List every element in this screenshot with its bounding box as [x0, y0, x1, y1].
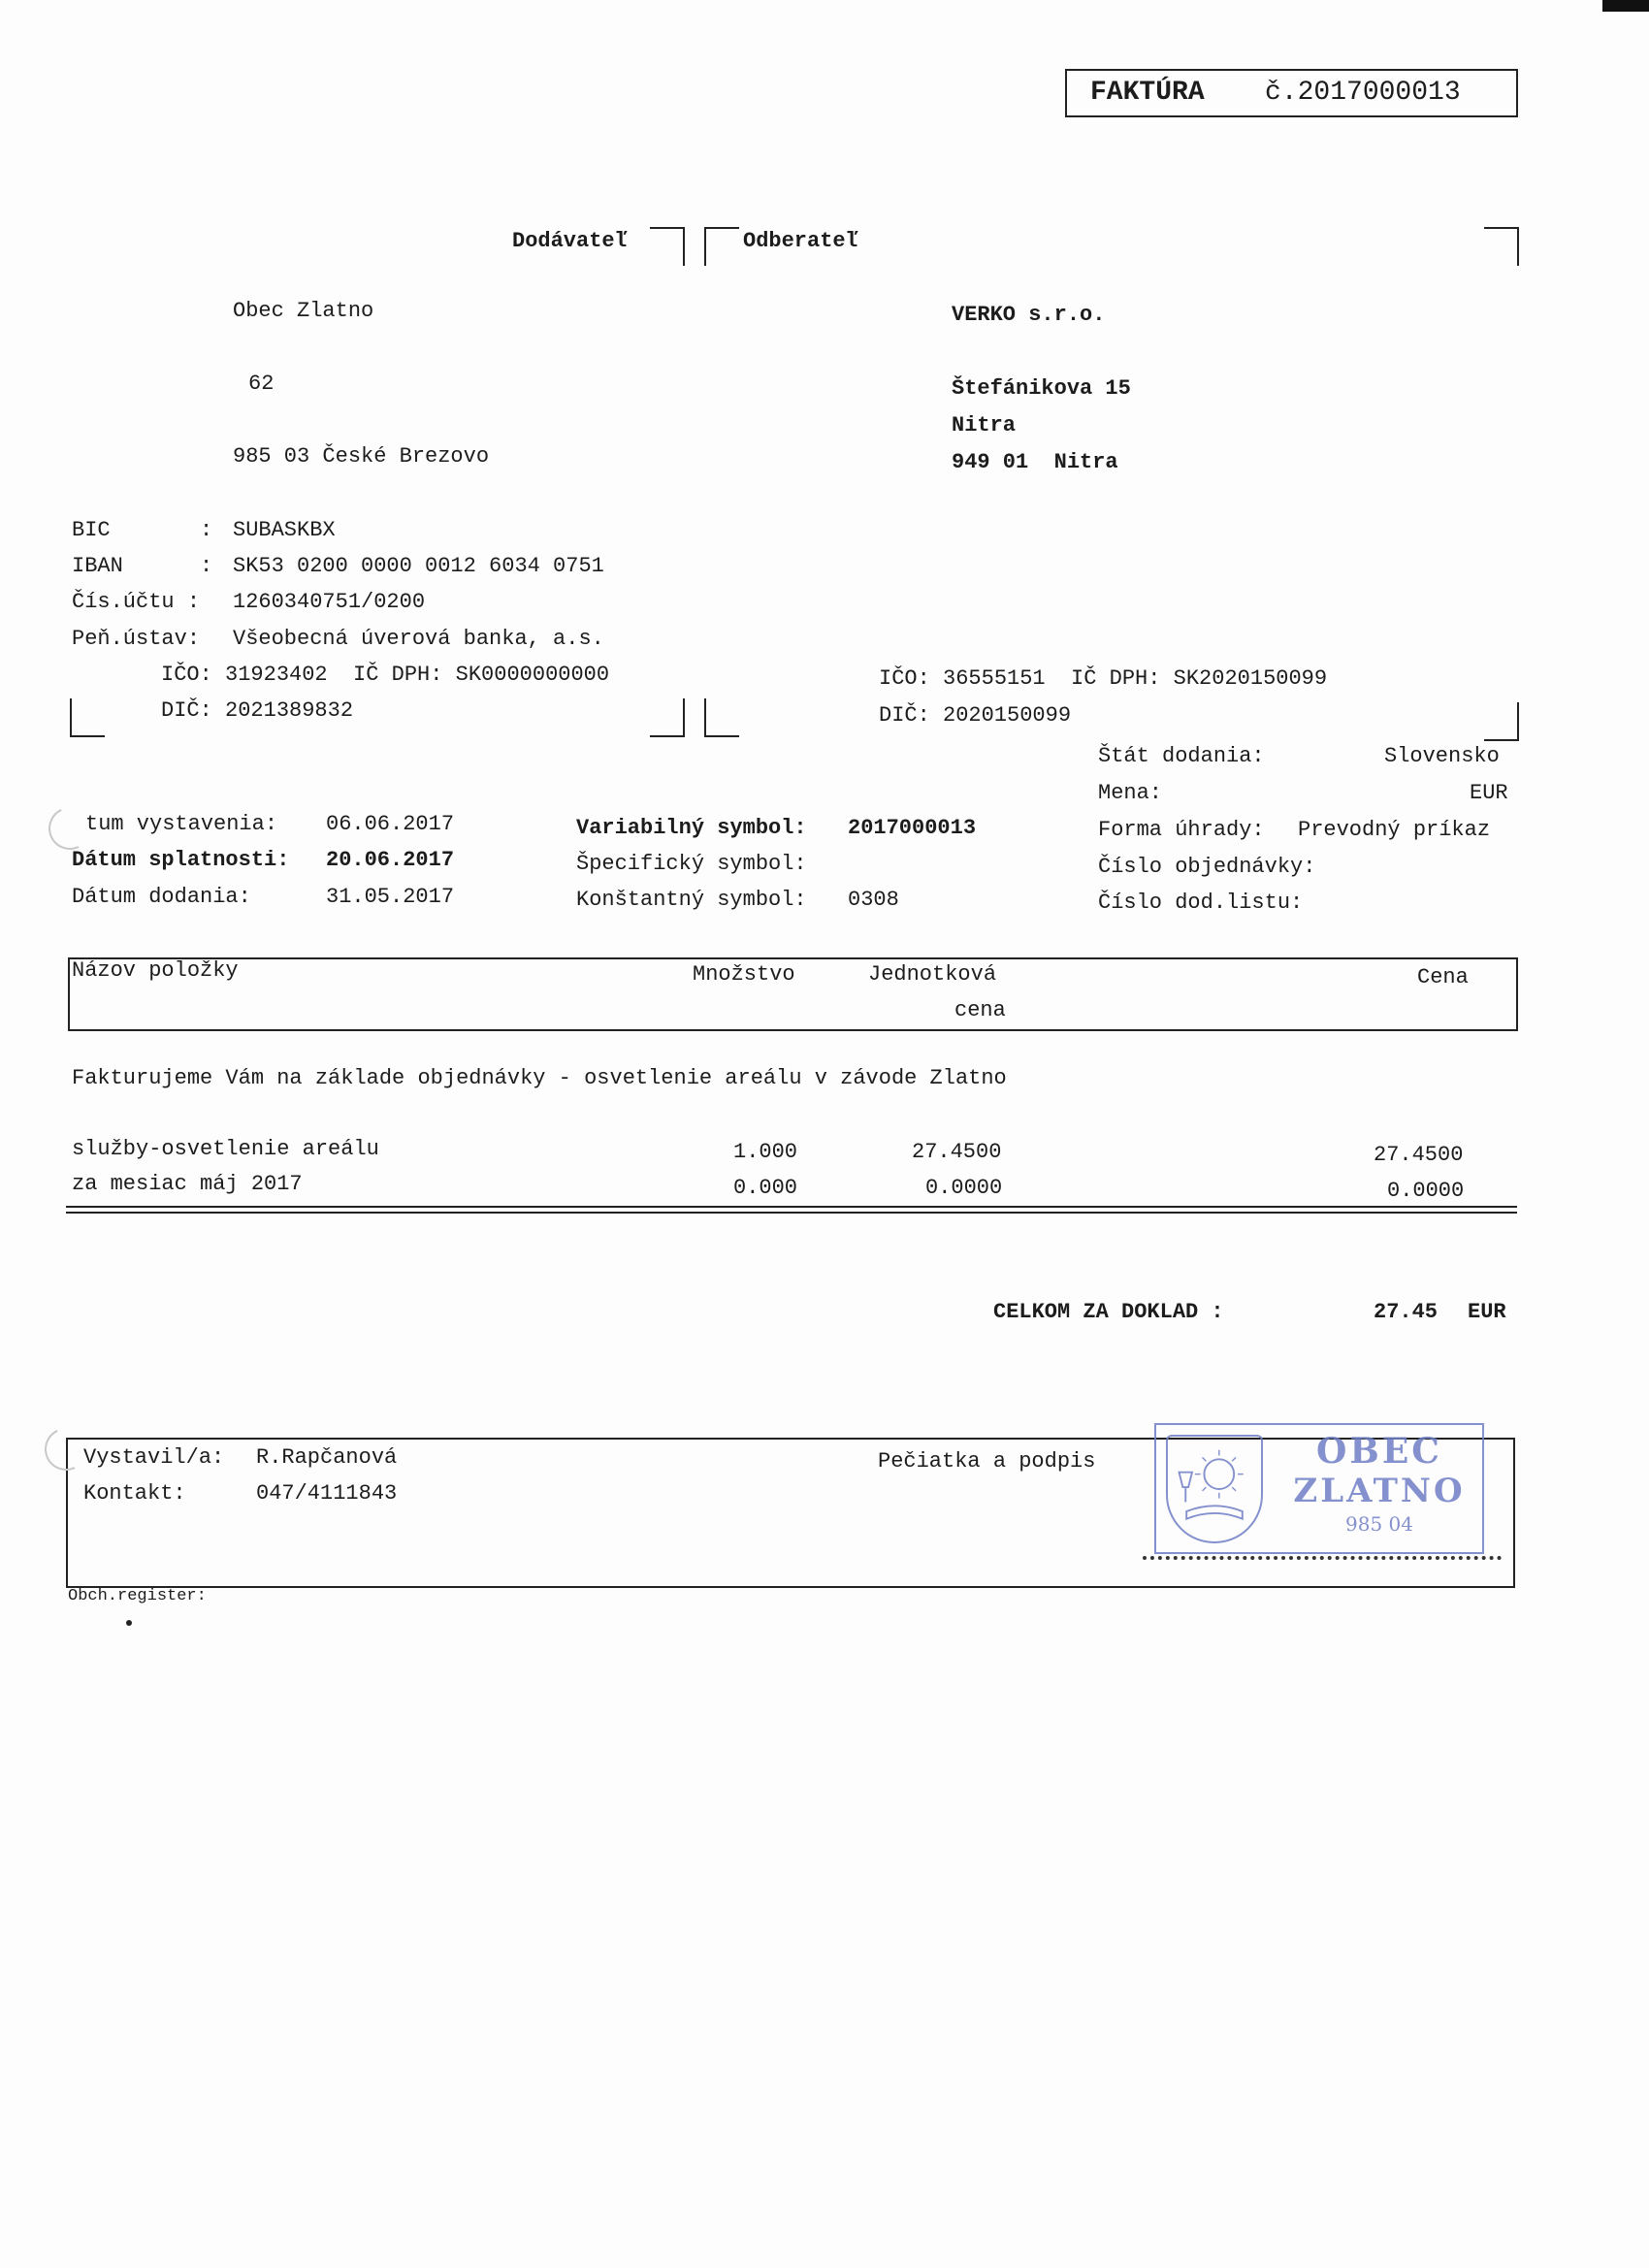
items-divider-top	[66, 1206, 1517, 1208]
items-header-unit-price-2: cena	[954, 998, 1006, 1022]
supplier-corner-top	[650, 227, 685, 266]
contact-label: Kontakt:	[83, 1481, 186, 1506]
items-header-quantity: Množstvo	[693, 962, 795, 987]
total-label: CELKOM ZA DOKLAD :	[993, 1300, 1224, 1324]
stamp-line-1: OBEC	[1316, 1431, 1442, 1472]
supplier-street: 62	[248, 372, 275, 396]
delivery-country-value: Slovensko	[1384, 744, 1500, 768]
specific-symbol-label: Špecifický symbol:	[576, 852, 807, 876]
item-quantity: 1.000	[733, 1140, 798, 1164]
supplier-dic-line: DIČ: 2021389832	[161, 698, 354, 723]
scan-edge-mark	[1602, 0, 1649, 12]
items-divider-bottom	[66, 1212, 1517, 1214]
item-name: služby-osvetlenie areálu	[72, 1137, 379, 1161]
bic-value: SUBASKBX	[233, 518, 336, 542]
contact-value: 047/4111843	[256, 1481, 398, 1506]
customer-corner-bottom-left	[704, 698, 739, 737]
supplier-corner-bottom-left	[70, 698, 105, 737]
customer-dic-line: DIČ: 2020150099	[879, 703, 1072, 728]
item-price: 0.0000	[1387, 1179, 1465, 1203]
iban-label: IBAN :	[72, 554, 213, 578]
item-name: za mesiac máj 2017	[72, 1172, 303, 1196]
bank-value: Všeobecná úverová banka, a.s.	[233, 627, 604, 651]
register-label: Obch.register:	[68, 1587, 207, 1605]
ink-dot	[126, 1620, 132, 1626]
bic-label: BIC :	[72, 518, 213, 542]
items-header-name: Názov položky	[72, 958, 239, 983]
customer-ico-line: IČO: 36555151 IČ DPH: SK2020150099	[879, 666, 1328, 691]
item-unit-price: 27.4500	[912, 1140, 1002, 1164]
item-price: 27.4500	[1374, 1143, 1464, 1167]
total-currency: EUR	[1468, 1300, 1506, 1324]
stamp-line-3: 985 04	[1345, 1512, 1413, 1536]
stamp-sign-label: Pečiatka a podpis	[878, 1449, 1096, 1474]
supplier-ico-line: IČO: 31923402 IČ DPH: SK0000000000	[161, 663, 610, 687]
iban-value: SK53 0200 0000 0012 6034 0751	[233, 554, 604, 578]
currency-label: Mena:	[1098, 781, 1163, 805]
item-unit-price: 0.0000	[925, 1176, 1003, 1200]
issued-by-value: R.Rapčanová	[256, 1445, 398, 1470]
customer-corner-top-left	[704, 227, 739, 266]
payment-form-label: Forma úhrady:	[1098, 818, 1265, 842]
delivery-date-value: 31.05.2017	[326, 885, 455, 909]
account-value: 1260340751/0200	[233, 590, 426, 614]
supplier-city: 985 03 České Brezovo	[233, 444, 490, 469]
variable-symbol-label: Variabilný symbol:	[576, 816, 807, 840]
supplier-corner-bottom-right	[650, 698, 685, 737]
items-header-unit-price: Jednotková	[868, 962, 997, 987]
customer-name: VERKO s.r.o.	[952, 303, 1106, 327]
items-header-price: Cena	[1417, 965, 1469, 989]
order-number-label: Číslo objednávky:	[1098, 855, 1316, 879]
coat-of-arms-icon	[1166, 1435, 1263, 1543]
delivery-note-label: Číslo dod.listu:	[1098, 891, 1304, 915]
issue-date-value: 06.06.2017	[326, 812, 455, 836]
account-label: Čís.účtu :	[72, 590, 201, 614]
invoice-title-box	[1065, 69, 1518, 117]
delivery-date-label: Dátum dodania:	[72, 885, 251, 909]
supplier-heading: Dodávateľ	[512, 229, 628, 253]
delivery-country-label: Štát dodania:	[1098, 744, 1265, 768]
municipal-stamp	[1154, 1423, 1484, 1554]
invoice-title: FAKTÚRA	[1090, 78, 1205, 108]
payment-form-value: Prevodný príkaz	[1298, 818, 1491, 842]
stamp-line-2: ZLATNO	[1293, 1472, 1466, 1510]
signature-line	[1143, 1556, 1502, 1564]
supplier-name: Obec Zlatno	[233, 299, 374, 323]
issue-date-label: tum vystavenia:	[85, 812, 278, 836]
item-quantity: 0.000	[733, 1176, 798, 1200]
bank-label: Peň.ústav:	[72, 627, 201, 651]
customer-heading: Odberateľ	[743, 229, 858, 253]
customer-street: Štefánikova 15	[952, 376, 1131, 401]
customer-corner-top-right	[1484, 227, 1519, 266]
due-date-label: Dátum splatnosti:	[72, 848, 290, 872]
issued-by-label: Vystavil/a:	[83, 1445, 225, 1470]
customer-corner-bottom-right	[1484, 702, 1519, 741]
variable-symbol-value: 2017000013	[848, 816, 977, 840]
intro-text: Fakturujeme Vám na základe objednávky - osvetlenie areálu v závode Zlatno	[72, 1066, 1007, 1090]
customer-city: Nitra	[952, 413, 1017, 437]
constant-symbol-label: Konštantný symbol:	[576, 888, 807, 912]
total-amount: 27.45	[1374, 1300, 1439, 1324]
constant-symbol-value: 0308	[848, 888, 899, 912]
due-date-value: 20.06.2017	[326, 848, 455, 872]
currency-value: EUR	[1470, 781, 1508, 805]
invoice-number: č.2017000013	[1265, 78, 1461, 108]
customer-zip-city: 949 01 Nitra	[952, 450, 1118, 474]
